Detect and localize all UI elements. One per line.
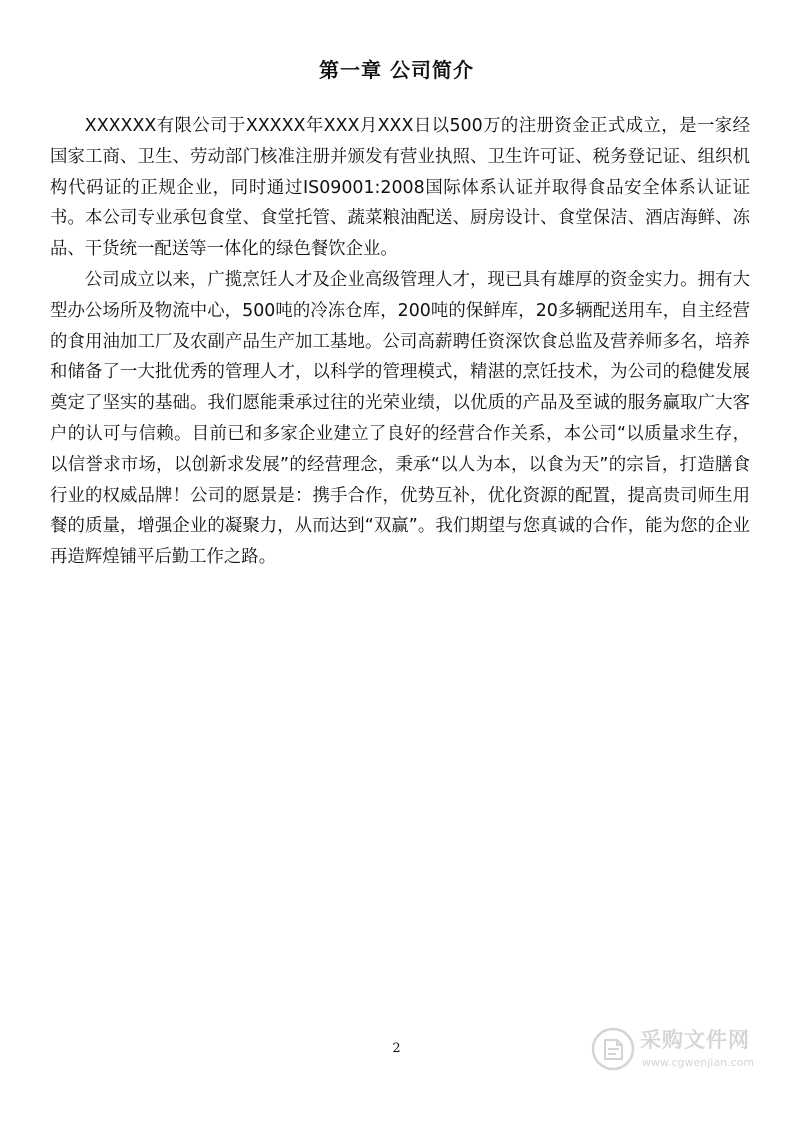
paragraph-company-development: 公司成立以来，广揽烹饪人才及企业高级管理人才，现已具有雄厚的资金实力。拥有大型办公场所及物流中心，500吨的冷冻仓库，200吨的保鲜库，20多辆配送用车，自主经营的食用油加工厂及农副产品生产加工基地。公司高薪聘任资深饮食总监及营养师多名，培养和储备了一大批优秀的管理人才，以科学的管理模式，精湛的烹饪技术，为公司的稳健发展奠定了坚实的基础。我们愿能秉承过往的光荣业绩，以优质的产品及至诚的服务赢取广大客户的认可与信赖。目前已和多家企业建立了良好的经营合作关系，本公司“以质量求生存，以信誉求市场，以创新求发展”的经营理念，秉承“以人为本，以食为天”的宗旨，打造膳食行业的权威品牌！公司的愿景是：携手合作，优势互补，优化资源的配置，提高贵司师生用餐的质量，增强企业的凝聚力，从而达到“双赢”。我们期望与您真诚的合作，能为您的企业再造辉煌铺平后勤工作之路。 [50, 269, 750, 568]
document-seal-icon [590, 1026, 636, 1072]
watermark-site-url: www.cgwenjian.com [642, 1056, 755, 1069]
page-number: 2 [392, 1041, 401, 1056]
document-body [50, 111, 750, 573]
watermark-site-name: 采购文件网 [640, 1028, 750, 1052]
site-watermark [590, 1024, 780, 1080]
paragraph-company-founding: XXXXXX有限公司于XXXXX年XXX月XXX日以500万的注册资金正式成立，是一家经国家工商、卫生、劳动部门核准注册并颁发有营业执照、卫生许可证、税务登记证、组织机构代码证的正规企业，同时通过IS09001:2008国际体系认证并取得食品安全体系认证证书。本公司专业承包食堂、食堂托管、蔬菜粮油配送、厨房设计、食堂保洁、酒店海鲜、冻品、干货统一配送等一体化的绿色餐饮企业。 [50, 116, 750, 260]
chapter-title: 第一章 公司简介 [319, 58, 474, 82]
